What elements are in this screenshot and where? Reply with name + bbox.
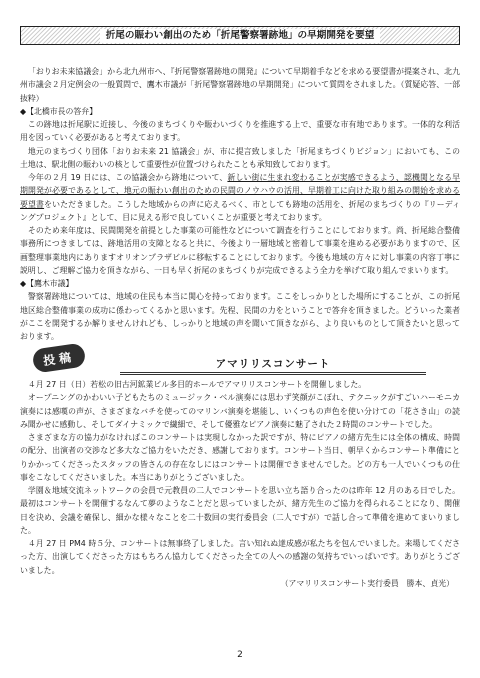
paragraph: そのため来年度は、民間開発を前提とした事業の可能性などについて調査を行うことにしております。尚、折尾総合整備事務所につきましては、跡地活用の支障となると共に、今後より一層地域と密着して事業を進める必要がありますので、区画整理事業地内にありますオリオンプラザビルに移転することにしております。今後も地域の方々に対し事業の内容丁寧に説明し、ご理解ご協力を頂きながら、一日も早く折尾のまちづくりが完成できるよう全力を挙げて取り組んでまいります。 [20,226,460,275]
underlined-text: 新しい街に生まれ変わることが実感できるよう、認機関となる早期開発が必要であるとして、地元の賑わい創出のための民間のノウハウの活用、早期着工に向けた取り組みの開始を求める要望書 [20,173,460,209]
paragraph: ４月 27 日 PM4 時５分、コンサートは無事終了しました。言い知れぬ達成感が私たちを包んでいました。来場してくださった方、出演してくださった方はもちろん協力してくださった全ての人への感謝の気持ちでいっぱいです。ありがとうございました。 [20,539,460,575]
signature: （アマリリスコンサート実行委員 勝本、貞光） [280,578,454,588]
text-span: をいただきました。こうした地域からの声に応えるべく、市としても跡地の活用を、折尾のまちづくりの『リーディングプロジェクト』として、目に見える形で良していくことが重要と考えております。 [20,199,460,222]
concert-heading [120,356,426,375]
article-concert [20,378,460,590]
article-police-site [20,65,460,343]
paragraph: この跡地は折尾駅に近接し、今後のまちづくりや賑わいづくりを推進する上で、重要な市有地であります。一体的な利活用を図っていく必要があると考えております。 [20,120,460,143]
section-title-banner [20,26,460,45]
concert-title: アマリリスコンサート [215,358,331,370]
page-number: 2 [237,650,243,660]
paragraph: 警察署跡地については、地域の住民も本当に関心を持っております。ここをしっかりとした場所にすることが、この折尾地区総合整備事業の成功に係わってくるかと思います。先程、民間の力をということで答弁を頂きました。どういった業者がここを開発するか解りませんけれども、しっかりと地域の声を聞いて頂きながら、より良いものとして頂きたいと思っております。 [20,292,460,341]
paragraph: 地元のまちづくり団体「おりお未来 21 協議会」が、市に提言致しました「折尾まちづくりビジョン」においても、この土地は、駅北側の賑わいの核として重要性が位置づけられたことも承知致しております。 [20,146,460,169]
paragraph [20,171,460,224]
paragraph: 学園＆地域交流ネットワークの会員で元教員の二人でコンサートを思い立ち語り合ったのは昨年 12 月のある日でした。最初はコンサートを開催するなんて夢のようなことだと思っていましたが、緒方先生のご協力を得られることになり、開催日を決め、会議を確保し、細かな様々なことを二十数回の実行委員会（二人ですが）で話し合って準備を進めてまいりました。 [20,486,460,535]
speaker-heading-councillor: ◆【鷹木市議】 [20,279,74,288]
text-span: 今年の２月 19 日には、この協議会から跡地について、 [27,173,228,182]
paragraph: オープニングのかわいい子どもたちのミュージック・ベル演奏には思わず笑顔がこぼれ、テクニックがすごいハーモニカ演奏には感嘆の声が、さまざまなバチを使ってのマリンバ演奏を堪能し、いくつもの声色を使い分けての「花さき山」の読み聞かせに感動し、そしてダイナミックで繊細で、そして優雅なピアノ演奏に魅了された２時間のコンサートでした。 [20,393,460,429]
speaker-heading-mayor: ◆【北橋市長の答弁】 [20,106,98,116]
paragraph: さまざまな方の協力がなければこのコンサートは実現しなかった訳ですが、特にピアノの緒方先生には全体の構成、時間の配分、出演者の交渉など多大なご協力をいただき、感謝しております。コンサート当日、朝早くからコンサート準備にとりかかってくださったスタッフの皆さんの存在なしにはコンサートは開催できませんでした。どの方も一人でいくつもの仕事をこなしてくださいました。本当にありがとうございました。 [20,433,460,482]
section-title: 折尾の賑わい創出のため「折尾警察署跡地」の早期開発を要望 [100,29,381,43]
intro-paragraph: 「おりお未来協議会」から北九州市へ、『折尾警察署跡地の開発』について早期着手などを求める要望書が提案され、北九州市議会２月定例会の一般質問で、鷹木市議が「折尾警察署跡地の早期開発」について質問をされました。（質疑応答、一部抜粋） [20,67,460,103]
contribution-badge: 投稿 [32,342,87,373]
paragraph: ４月 27 日（日）若松の旧古河鉱業ビル多目的ホールでアマリリスコンサートを開催しました。 [27,380,367,389]
